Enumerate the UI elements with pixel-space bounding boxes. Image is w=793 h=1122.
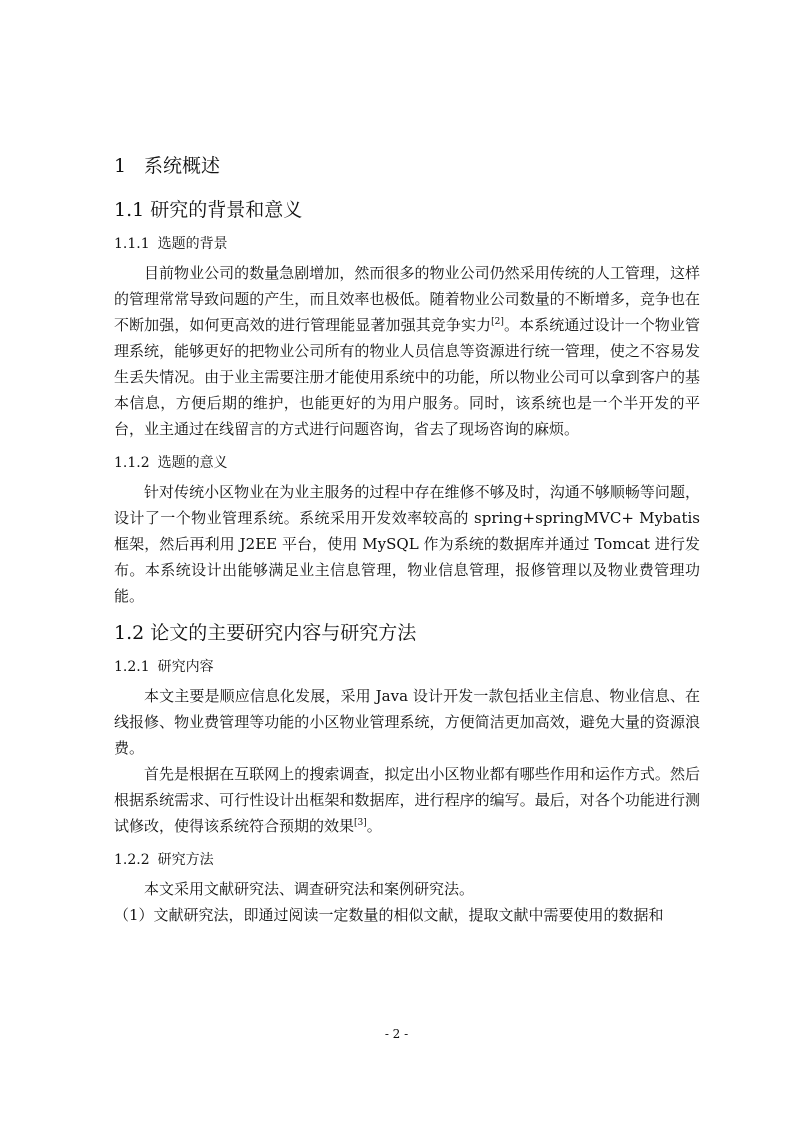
- chapter-number: 1: [114, 155, 127, 177]
- paragraph-text: 。: [366, 817, 382, 835]
- section-title: 论文的主要研究内容与研究方法: [150, 622, 417, 644]
- subsection-number: 1.1.1: [114, 236, 150, 252]
- section-title: 研究的背景和意义: [150, 199, 303, 221]
- page-content: [114, 152, 700, 928]
- subsection-title: 选题的意义: [157, 455, 228, 471]
- paragraph-methods: 本文采用文献研究法、调查研究法和案例研究法。: [144, 880, 475, 898]
- subsection-title: 研究方法: [157, 852, 214, 868]
- paragraph-content-2: [114, 761, 700, 839]
- chapter-heading: [114, 152, 700, 180]
- chapter-title: 系统概述: [144, 155, 221, 177]
- paragraph-text: 目前物业公司的数量急剧增加，然而很多的物业公司仍然采用传统的人工管理，这样的管理常常导致问题的产生，而且效率也极低。随着物业公司数量的不断增多，竞争也在不断加强，如何更高效的进行管理能显著加强其竞争实力: [114, 264, 700, 334]
- section-heading-1-1: [114, 196, 700, 224]
- subsection-heading-1-1-2: [114, 452, 700, 474]
- list-item-method-1: （1）文献研究法，即通过阅读一定数量的相似文献，提取文献中需要使用的数据和: [114, 906, 664, 924]
- section-number: 1.1: [114, 199, 145, 221]
- paragraph-content-1: 本文主要是顺应信息化发展，采用 Java 设计开发一款包括业主信息、物业信息、在线报修、物业费管理等功能的小区物业管理系统，方便简洁更加高效，避免大量的资源浪费。: [114, 687, 700, 757]
- subsection-heading-1-2-1: [114, 656, 700, 678]
- citation-ref: [3]: [354, 818, 367, 828]
- paragraph-background: [114, 260, 700, 442]
- subsection-title: 研究内容: [157, 659, 214, 675]
- paragraph-text: 。本系统通过设计一个物业管理系统，能够更好的把物业公司所有的物业人员信息等资源进行统一管理，使之不容易发生丢失情况。由于业主需要注册才能使用系统中的功能，所以物业公司可以拿到客户的基本信息，方便后期的维护，也能更好的为用户服务。同时，该系统也是一个半开发的平台，业主通过在线留言的方式进行问题咨询，省去了现场咨询的麻烦。: [114, 316, 700, 438]
- citation-ref: [2]: [491, 317, 504, 327]
- subsection-heading-1-1-1: [114, 233, 700, 255]
- subsection-heading-1-2-2: [114, 849, 700, 871]
- subsection-number: 1.1.2: [114, 455, 150, 471]
- subsection-title: 选题的背景: [157, 236, 228, 252]
- paragraph-text: 首先是根据在互联网上的搜索调查，拟定出小区物业都有哪些作用和运作方式。然后根据系统需求、可行性设计出框架和数据库，进行程序的编写。最后，对各个功能进行测试修改，使得该系统符合预期的效果: [114, 765, 700, 835]
- page-number: - 2 -: [384, 1027, 409, 1041]
- paragraph-significance: 针对传统小区物业在为业主服务的过程中存在维修不够及时，沟通不够顺畅等问题，设计了一个物业管理系统。系统采用开发效率较高的 spring+springMVC+ Mybatis 框架，然后再利用 J2EE 平台，使用 MySQL 作为系统的数据库并通过 Tomcat 进行发布。本系统设计出能够满足业主信息管理，物业信息管理，报修管理以及物业费管理功能。: [114, 483, 700, 605]
- subsection-number: 1.2.1: [114, 659, 150, 675]
- section-heading-1-2: [114, 619, 700, 647]
- subsection-number: 1.2.2: [114, 852, 150, 868]
- section-number: 1.2: [114, 622, 145, 644]
